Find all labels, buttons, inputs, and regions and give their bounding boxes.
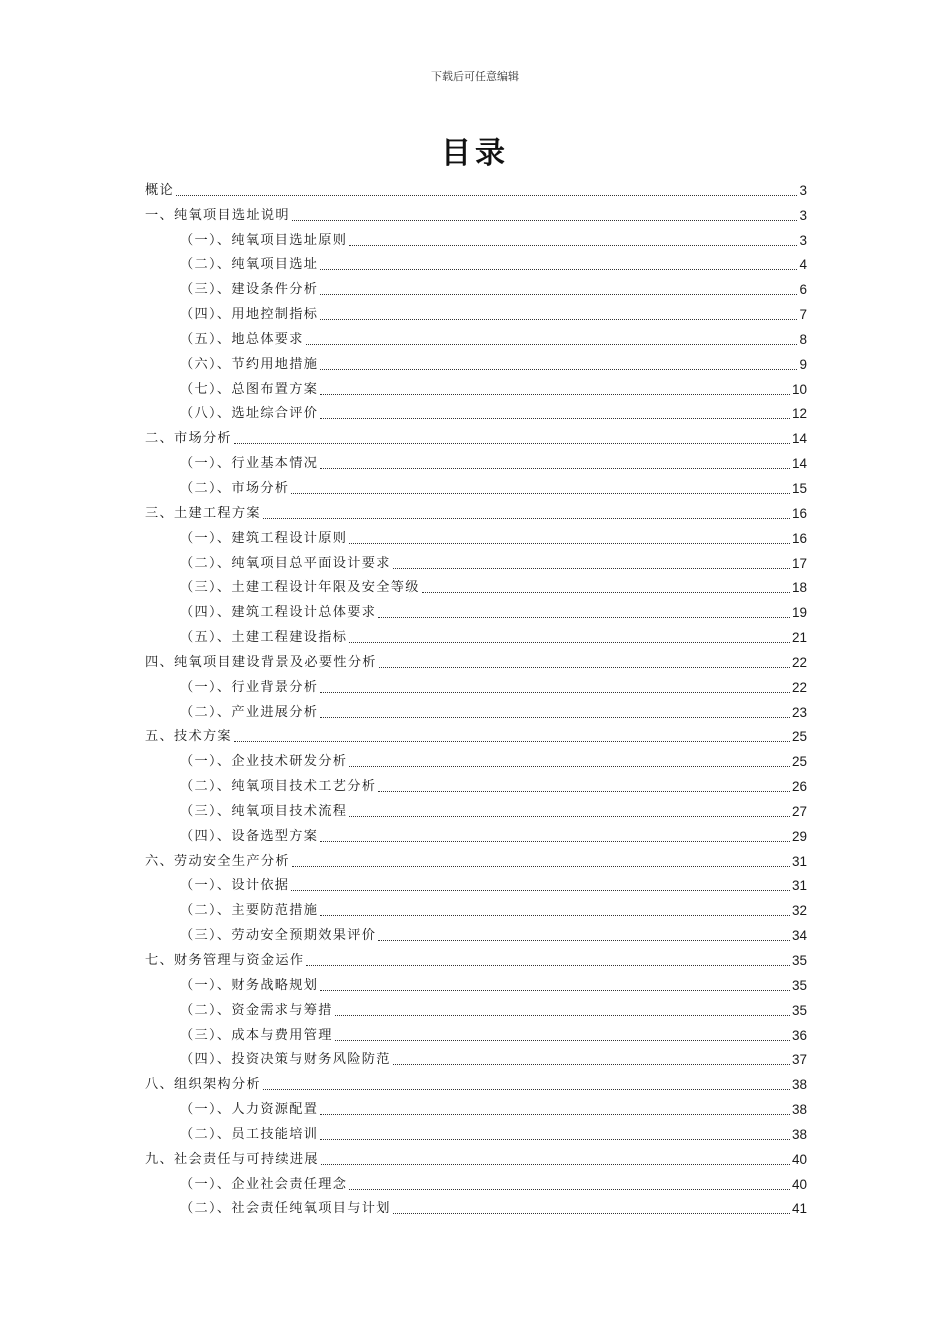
toc-entry[interactable] [145,1119,807,1144]
toc-entry-page-number: 35 [791,1002,807,1018]
table-of-contents [145,175,807,1218]
toc-entry-page-number: 8 [799,331,807,347]
toc-entry[interactable] [145,1069,807,1094]
toc-dot-leader [335,1014,790,1016]
toc-entry-page-number: 38 [791,1102,807,1118]
toc-entry-label: （四）、用地控制指标 [180,307,319,323]
toc-entry-page-number: 29 [791,828,807,844]
toc-entry[interactable] [145,1144,807,1169]
toc-dot-leader [292,219,798,221]
toc-entry-label: （二）、社会责任纯氧项目与计划 [180,1201,391,1217]
toc-entry-page-number: 41 [791,1201,807,1217]
toc-entry-label: （三）、建设条件分析 [180,282,319,298]
toc-entry[interactable] [145,871,807,896]
toc-entry-label: （八）、选址综合评价 [180,406,319,422]
toc-entry-page-number: 40 [791,1176,807,1192]
toc-entry-page-number: 22 [791,679,807,695]
toc-entry-label: （二）、市场分析 [180,480,290,496]
toc-dot-leader [320,914,790,916]
toc-entry[interactable] [145,1094,807,1119]
toc-entry-label: 三、土建工程方案 [145,505,261,521]
toc-dot-leader [320,1138,790,1140]
toc-dot-leader [379,666,790,668]
toc-entry-label: 二、市场分析 [145,431,232,447]
toc-entry-label: （二）、资金需求与筹措 [180,1002,333,1018]
toc-entry-label: 四、纯氧项目建设背景及必要性分析 [145,654,377,670]
toc-dot-leader [320,318,797,320]
toc-entry-page-number: 15 [791,480,807,496]
toc-entry-label: （四）、建筑工程设计总体要求 [180,605,377,621]
toc-entry[interactable] [145,399,807,424]
toc-entry-label: （二）、纯氧项目技术工艺分析 [180,779,377,795]
toc-dot-leader [291,492,790,494]
toc-dot-leader [320,467,790,469]
toc-entry-label: （二）、纯氧项目选址 [180,257,319,273]
toc-entry[interactable] [145,697,807,722]
toc-entry[interactable] [145,796,807,821]
toc-entry-label: （四）、投资决策与财务风险防范 [180,1052,391,1068]
toc-dot-leader [349,542,790,544]
toc-entry-page-number: 6 [799,282,807,298]
toc-dot-leader [306,964,790,966]
toc-dot-leader [378,939,790,941]
toc-entry-label: （三）、劳动安全预期效果评价 [180,928,377,944]
toc-entry[interactable] [145,498,807,523]
toc-entry-label: 七、财务管理与资金运作 [145,953,305,968]
toc-entry-page-number: 37 [791,1052,807,1068]
toc-entry[interactable] [145,995,807,1020]
toc-entry[interactable] [145,647,807,672]
toc-entry-label: （一）、企业技术研发分析 [180,754,348,770]
toc-entry-page-number: 26 [791,779,807,795]
toc-entry-page-number: 16 [791,505,807,521]
toc-entry[interactable] [145,175,807,200]
toc-dot-leader [393,567,790,569]
toc-entry[interactable] [145,771,807,796]
toc-entry-page-number: 12 [791,406,807,422]
toc-entry[interactable] [145,548,807,573]
toc-entry-page-number: 38 [791,1077,807,1093]
toc-entry-label: （一）、人力资源配置 [180,1102,319,1118]
toc-entry[interactable] [145,274,807,299]
toc-dot-leader [320,293,797,295]
toc-entry[interactable] [145,324,807,349]
toc-entry-page-number: 16 [791,530,807,546]
toc-dot-leader [321,1163,790,1165]
toc-entry[interactable] [145,448,807,473]
toc-entry-page-number: 27 [791,803,807,819]
toc-entry[interactable] [145,920,807,945]
toc-entry[interactable] [145,1194,807,1219]
toc-entry-label: （二）、产业进展分析 [180,704,319,720]
toc-entry-label: （一）、建筑工程设计原则 [180,530,348,546]
toc-entry[interactable] [145,374,807,399]
toc-dot-leader [349,765,790,767]
toc-entry-label: （二）、主要防范措施 [180,903,319,919]
toc-dot-leader [263,1088,790,1090]
toc-entry-page-number: 36 [791,1027,807,1043]
toc-entry-page-number: 4 [799,257,807,273]
toc-entry-page-number: 3 [799,232,807,248]
toc-dot-leader [263,517,790,519]
toc-dot-leader [291,889,790,891]
toc-entry-label: （一）、纯氧项目选址原则 [180,232,348,248]
toc-entry-label: （一）、企业社会责任理念 [180,1176,348,1192]
toc-entry[interactable] [145,970,807,995]
toc-entry-page-number: 31 [791,878,807,894]
toc-dot-leader [320,691,790,693]
toc-entry-page-number: 14 [791,456,807,472]
toc-dot-leader [378,790,790,792]
toc-entry[interactable] [145,945,807,970]
toc-dot-leader [320,417,790,419]
toc-dot-leader [320,840,790,842]
toc-entry[interactable] [145,895,807,920]
toc-entry[interactable] [145,622,807,647]
toc-dot-leader [292,865,790,867]
toc-dot-leader [234,442,790,444]
toc-entry-label: （六）、节约用地措施 [180,356,319,372]
toc-dot-leader [335,1039,790,1041]
toc-entry-page-number: 17 [791,555,807,571]
toc-entry-page-number: 22 [791,654,807,670]
toc-dot-leader [349,1188,790,1190]
toc-entry-label: 五、技术方案 [145,729,232,745]
toc-entry-page-number: 14 [791,431,807,447]
header-note: 下载后可任意编辑 [431,70,519,83]
toc-entry-page-number: 40 [791,1151,807,1167]
toc-dot-leader [320,393,790,395]
toc-entry-page-number: 31 [791,853,807,869]
toc-entry-page-number: 9 [799,356,807,372]
toc-dot-leader [393,1063,790,1065]
toc-entry[interactable] [145,573,807,598]
toc-entry[interactable] [145,672,807,697]
toc-entry-label: （四）、设备选型方案 [180,828,319,844]
toc-entry-page-number: 23 [791,704,807,720]
toc-dot-leader [349,815,790,817]
toc-dot-leader [320,368,797,370]
toc-entry-page-number: 10 [791,381,807,397]
toc-entry-label: 六、劳动安全生产分析 [145,853,290,869]
toc-dot-leader [320,716,790,718]
toc-dot-leader [234,740,790,742]
toc-entry-label: （一）、财务战略规划 [180,977,319,993]
toc-dot-leader [349,641,790,643]
toc-entry[interactable] [145,423,807,448]
toc-entry-page-number: 34 [791,928,807,944]
toc-entry-label: （二）、纯氧项目总平面设计要求 [180,555,391,571]
toc-entry-page-number: 38 [791,1126,807,1142]
toc-entry[interactable] [145,299,807,324]
toc-entry-label: （三）、纯氧项目技术流程 [180,803,348,819]
toc-entry-page-number: 21 [791,630,807,646]
toc-entry[interactable] [145,349,807,374]
toc-entry[interactable] [145,523,807,548]
toc-dot-leader [320,1113,790,1115]
toc-entry-page-number: 25 [791,729,807,745]
toc-dot-leader [349,244,797,246]
toc-entry-label: 一、纯氧项目选址说明 [145,207,290,223]
toc-dot-leader [393,1212,790,1214]
toc-entry[interactable] [145,225,807,250]
toc-entry-label: （一）、行业背景分析 [180,679,319,695]
toc-entry-label: （七）、总图布置方案 [180,381,319,397]
toc-entry-label: 概论 [145,182,174,198]
toc-entry-page-number: 3 [799,182,807,198]
toc-entry-label: 九、社会责任与可持续进展 [145,1151,319,1167]
toc-entry-page-number: 32 [791,903,807,919]
toc-dot-leader [320,989,790,991]
toc-entry[interactable] [145,473,807,498]
toc-entry-page-number: 18 [791,580,807,596]
page-title: 目录 [441,136,509,171]
toc-entry-label: （二）、员工技能培训 [180,1126,319,1142]
toc-entry-page-number: 19 [791,605,807,621]
toc-entry-label: （五）、地总体要求 [180,331,304,347]
toc-dot-leader [422,591,790,593]
toc-entry-page-number: 35 [791,977,807,993]
toc-entry-page-number: 35 [791,953,807,968]
toc-entry[interactable] [145,1169,807,1194]
toc-entry[interactable] [145,200,807,225]
toc-entry-page-number: 3 [799,207,807,223]
toc-dot-leader [378,616,790,618]
toc-entry-page-number: 25 [791,754,807,770]
toc-entry-label: （三）、土建工程设计年限及安全等级 [180,580,420,596]
toc-entry[interactable] [145,722,807,747]
toc-entry[interactable] [145,250,807,275]
toc-entry[interactable] [145,821,807,846]
toc-entry-label: （一）、行业基本情况 [180,456,319,472]
toc-entry[interactable] [145,1020,807,1045]
toc-dot-leader [306,343,798,345]
toc-entry-label: （五）、土建工程建设指标 [180,630,348,646]
toc-entry-label: （一）、设计依据 [180,878,290,894]
toc-dot-leader [176,194,798,196]
toc-entry-page-number: 7 [799,307,807,323]
toc-entry[interactable] [145,597,807,622]
toc-entry[interactable] [145,1045,807,1070]
toc-entry[interactable] [145,746,807,771]
toc-entry[interactable] [145,846,807,871]
toc-entry-label: （三）、成本与费用管理 [180,1027,333,1043]
toc-entry-label: 八、组织架构分析 [145,1077,261,1093]
toc-dot-leader [320,268,797,270]
